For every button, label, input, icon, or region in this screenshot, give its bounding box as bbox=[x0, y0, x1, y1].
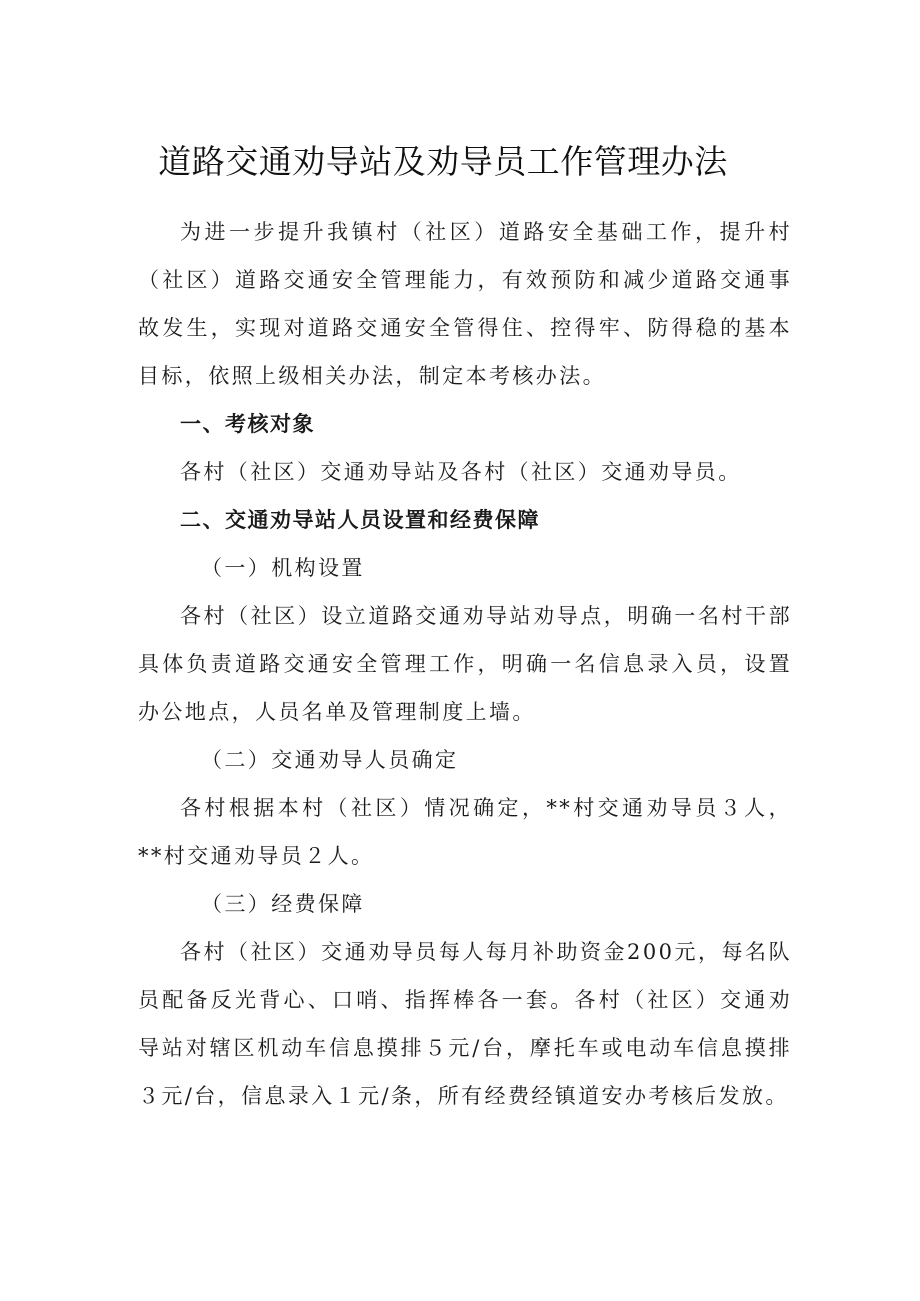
document-title: 道路交通劝导站及劝导员工作管理办法 bbox=[158, 142, 728, 181]
subsection-text-organization: 各村（社区）设立道路交通劝导站劝导点，明确一名村干部具体负责道路交通安全管理工作，明确一名信息录入员，设置办公地点，人员名单及管理制度上墙。 bbox=[138, 604, 792, 724]
section-heading-assessment-target: 一、考核对象 bbox=[180, 412, 315, 436]
document-body bbox=[138, 208, 792, 1120]
section-heading-staffing-funding: 二、交通劝导站人员设置和经费保障 bbox=[180, 508, 540, 532]
section-text-assessment-target: 各村（社区）交通劝导站及各村（社区）交通劝导员。 bbox=[180, 460, 742, 484]
subsection-heading-organization: （一）机构设置 bbox=[201, 556, 365, 580]
subsection-heading-personnel: （二）交通劝导人员确定 bbox=[201, 748, 459, 772]
subsection-text-funding: 各村（社区）交通劝导员每人每月补助资金200元，每名队员配备反光背心、口哨、指挥棒各一套。各村（社区）交通劝导站对辖区机动车信息摸排５元/台，摩托车或电动车信息摸排３元/台，信息录入１元/条，所有经费经镇道安办考核后发放。 bbox=[138, 940, 792, 1108]
intro-paragraph: 为进一步提升我镇村（社区）道路安全基础工作，提升村（社区）道路交通安全管理能力，有效预防和减少道路交通事故发生，实现对道路交通安全管得住、控得牢、防得稳的基本目标，依照上级相关办法，制定本考核办法。 bbox=[138, 220, 792, 388]
subsection-heading-funding: （三）经费保障 bbox=[201, 892, 365, 916]
subsection-text-personnel: 各村根据本村（社区）情况确定，**村交通劝导员３人，**村交通劝导员２人。 bbox=[138, 796, 792, 868]
